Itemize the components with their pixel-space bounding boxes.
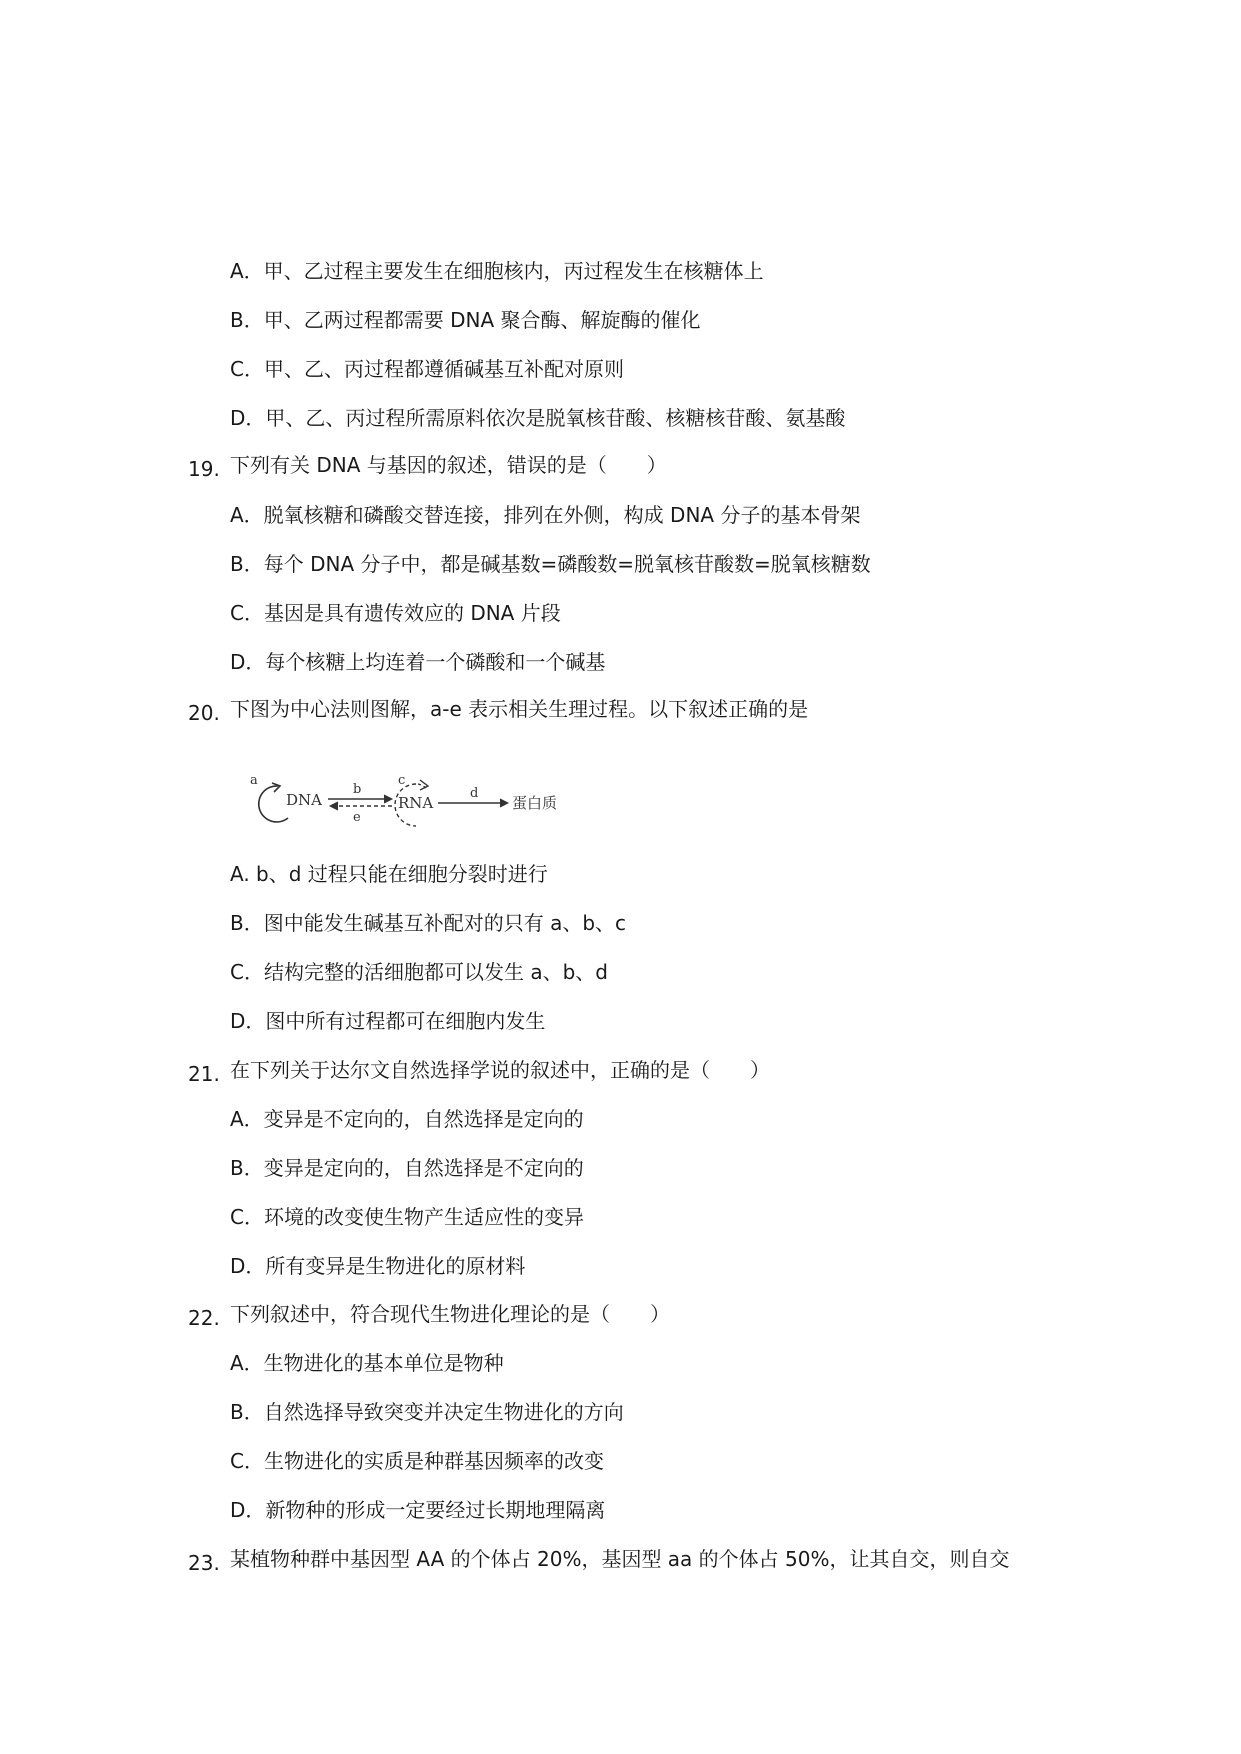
q21-stem: 在下列关于达尔文自然选择学说的叙述中，正确的是（ ） [230,1058,770,1082]
q20-option-d: D．图中所有过程都可在细胞内发生 [230,1009,546,1033]
q21-option-a: A．变异是不定向的，自然选择是定向的 [230,1107,584,1131]
q19-number: 19. [188,457,220,481]
q22-number: 22. [188,1306,220,1330]
q23-number: 23. [188,1551,220,1575]
q20-option-a: A. b、d 过程只能在细胞分裂时进行 [230,862,548,886]
q23-stem: 某植物种群中基因型 AA 的个体占 20%，基因型 aa 的个体占 50%，让其自交，则自交 [230,1547,1010,1571]
q19-stem: 下列有关 DNA 与基因的叙述，错误的是（ ） [230,453,667,477]
label-rna: RNA [398,794,434,812]
arrow-b-head [384,795,392,803]
q19-option-c: C．基因是具有遗传效应的 DNA 片段 [230,601,561,625]
q22-option-c: C．生物进化的实质是种群基因频率的改变 [230,1449,604,1473]
q19-option-d: D．每个核糖上均连着一个磷酸和一个碱基 [230,650,606,674]
q18-option-b: B．甲、乙两过程都需要 DNA 聚合酶、解旋酶的催化 [230,308,701,332]
arrow-e-head [330,802,338,810]
q19-option-b: B．每个 DNA 分子中，都是碱基数=磷酸数=脱氧核苷酸数=脱氧核糖数 [230,552,871,576]
label-a: a [250,773,258,788]
q21-option-b: B．变异是定向的，自然选择是不定向的 [230,1156,584,1180]
q20-number: 20. [188,701,220,725]
q21-option-c: C．环境的改变使生物产生适应性的变异 [230,1205,584,1229]
replication-arrowhead-c [420,780,428,790]
replication-arrowhead-a [272,783,280,792]
q22-option-b: B．自然选择导致突变并决定生物进化的方向 [230,1400,624,1424]
replication-loop-a [259,786,288,822]
label-dna: DNA [286,791,322,809]
q21-option-d: D．所有变异是生物进化的原材料 [230,1254,526,1278]
label-e: e [353,810,361,825]
q18-option-d: D．甲、乙、丙过程所需原料依次是脱氧核苷酸、核糖核苷酸、氨基酸 [230,406,846,430]
q22-stem: 下列叙述中，符合现代生物进化理论的是（ ） [230,1302,670,1326]
label-b: b [353,782,362,797]
q22-option-d: D．新物种的形成一定要经过长期地理隔离 [230,1498,606,1522]
label-d: d [470,786,479,801]
q18-option-a: A．甲、乙过程主要发生在细胞核内，丙过程发生在核糖体上 [230,259,764,283]
q19-option-a: A．脱氧核糖和磷酸交替连接，排列在外侧，构成 DNA 分子的基本骨架 [230,503,861,527]
q20-option-b: B．图中能发生碱基互补配对的只有 a、b、c [230,911,627,935]
label-protein: 蛋白质 [512,794,558,812]
q21-number: 21. [188,1062,220,1086]
arrow-d-head [500,799,508,807]
q22-option-a: A．生物进化的基本单位是物种 [230,1351,504,1375]
label-c: c [398,773,406,788]
q18-option-c: C．甲、乙、丙过程都遵循碱基互补配对原则 [230,357,624,381]
q20-option-c: C．结构完整的活细胞都可以发生 a、b、d [230,960,608,984]
central-dogma-diagram [248,770,588,830]
q20-stem: 下图为中心法则图解，a-e 表示相关生理过程。以下叙述正确的是 [230,697,809,721]
